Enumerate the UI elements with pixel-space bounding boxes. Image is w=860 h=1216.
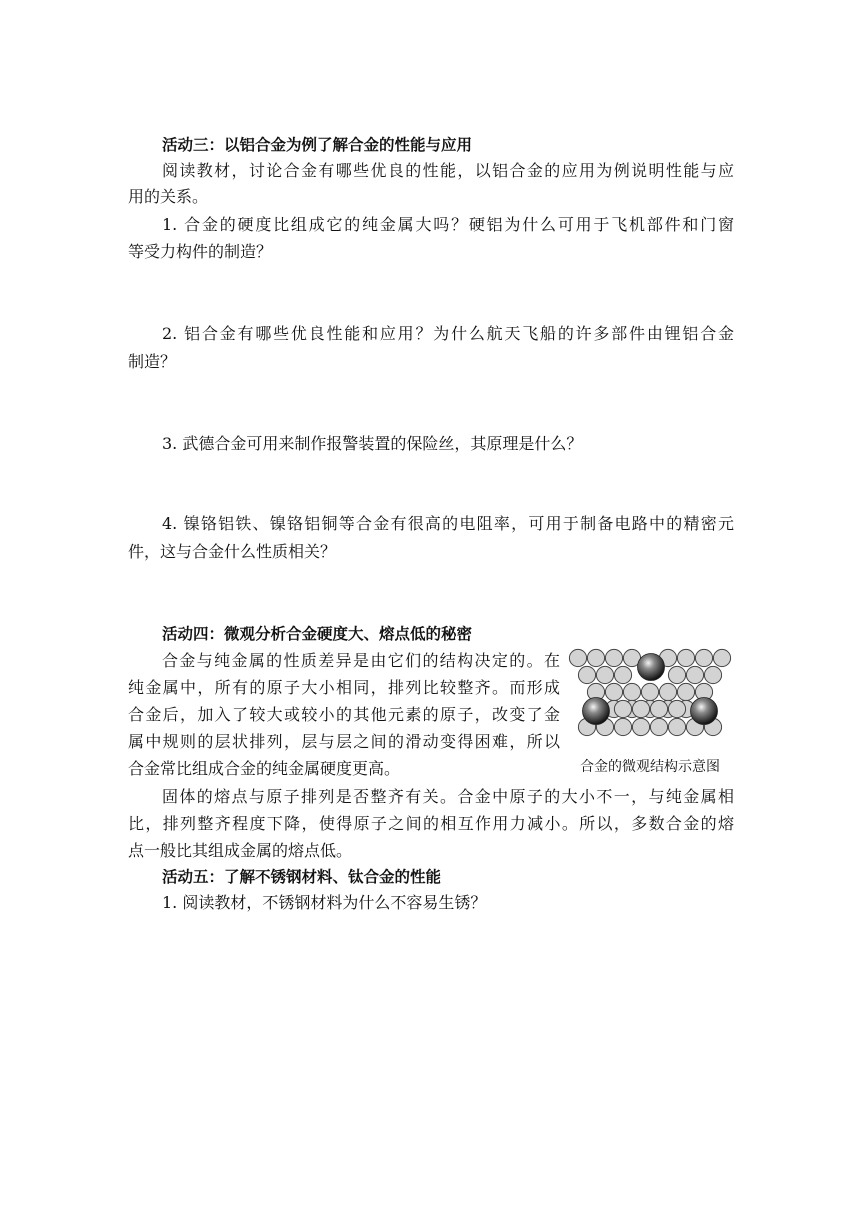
activity4-heading: 活动四：微观分析合金硬度大、熔点低的秘密 <box>162 625 473 643</box>
large-atom <box>638 654 665 681</box>
small-atom <box>704 666 721 683</box>
activity4-para1-line3: 合金后，加入了较大或较小的其他元素的原子，改变了金 <box>128 705 560 724</box>
small-atom <box>569 649 586 666</box>
small-atom <box>677 649 694 666</box>
small-atom <box>668 718 685 735</box>
small-atom <box>650 700 667 717</box>
small-atom <box>641 683 658 700</box>
small-atom <box>668 700 685 717</box>
alloy-microstructure-figure <box>566 648 734 748</box>
small-atom <box>596 666 613 683</box>
large-atom <box>583 698 610 725</box>
activity4-para2-line3: 点一般比其组成金属的熔点低。 <box>128 841 353 860</box>
activity4-para1-line2: 纯金属中，所有的原子大小相同，排列比较整齐。而形成 <box>128 678 560 697</box>
small-atom <box>614 700 631 717</box>
activity4-para1-line1: 合金与纯金属的性质差异是由它们的结构决定的。在 <box>162 651 560 670</box>
activity3-intro-line1: 阅读教材，讨论合金有哪些优良的性能，以铝合金的应用为例说明性能与应 <box>162 161 734 180</box>
activity5-question-1: 1. 阅读教材，不锈钢材料为什么不容易生锈？ <box>162 893 487 912</box>
small-atom <box>713 649 730 666</box>
small-atom <box>587 649 604 666</box>
question-2-line1: 2. 铝合金有哪些优良性能和应用？为什么航天飞船的许多部件由锂铝合金 <box>162 324 734 343</box>
small-atom <box>623 683 640 700</box>
small-atom <box>614 718 631 735</box>
question-3-line1: 3. 武德合金可用来制作报警装置的保险丝，其原理是什么？ <box>162 434 583 453</box>
small-atom <box>578 666 595 683</box>
activity4-para2-line1: 固体的熔点与原子排列是否整齐有关。合金中原子的大小不一，与纯金属相 <box>162 787 734 806</box>
small-atom <box>677 683 694 700</box>
activity3-heading: 活动三：以铝合金为例了解合金的性能与应用 <box>162 136 473 154</box>
question-2-line2: 制造？ <box>128 352 177 371</box>
small-atom <box>668 666 685 683</box>
large-atom <box>691 698 718 725</box>
question-1-line2: 等受力构件的制造？ <box>128 242 273 261</box>
small-atom <box>686 666 703 683</box>
activity4-para1-line5: 合金常比组成合金的纯金属硬度更高。 <box>128 759 401 778</box>
activity4-para2-line2: 比，排列整齐程度下降，使得原子之间的相互作用力减小。所以，多数合金的熔 <box>128 814 734 833</box>
question-4-line2: 件，这与合金什么性质相关？ <box>128 542 337 561</box>
small-atom <box>605 683 622 700</box>
small-atom <box>614 666 631 683</box>
small-atom <box>632 700 649 717</box>
question-4-line1: 4. 镍铬铝铁、镍铬铝铜等合金有很高的电阻率，可用于制备电路中的精密元 <box>162 514 734 533</box>
small-atom <box>632 718 649 735</box>
figure-caption: 合金的微观结构示意图 <box>580 759 720 775</box>
small-atom <box>659 683 676 700</box>
small-atom <box>650 718 667 735</box>
activity4-para1-line4: 属中规则的层状排列，层与层之间的滑动变得困难，所以 <box>128 732 560 751</box>
small-atom <box>695 649 712 666</box>
question-1-line1: 1. 合金的硬度比组成它的纯金属大吗？硬铝为什么可用于飞机部件和门窗 <box>162 215 734 234</box>
activity3-intro-line2: 用的关系。 <box>128 187 209 206</box>
activity5-heading: 活动五：了解不锈钢材料、钛合金的性能 <box>162 868 442 886</box>
small-atom <box>605 649 622 666</box>
